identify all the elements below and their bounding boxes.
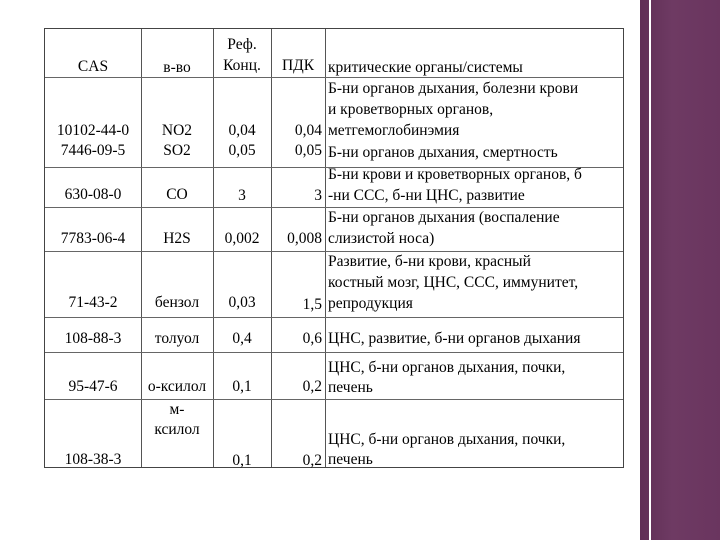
pdk-cell: 0,04 bbox=[294, 122, 322, 139]
substance-cell: NO2 bbox=[161, 122, 193, 139]
pdk-cell: 3 bbox=[314, 187, 322, 204]
cas-cell: 71-43-2 bbox=[68, 294, 118, 311]
substance-cell: ксилол bbox=[154, 421, 200, 438]
ref-conc-cell: 0,03 bbox=[228, 294, 256, 311]
organs-cell: костный мозг, ЦНС, ССС, иммунитет, bbox=[328, 274, 579, 291]
ref-conc-cell: 0,4 bbox=[232, 330, 252, 347]
pdk-cell: 0,008 bbox=[287, 230, 322, 247]
cas-cell: 10102-44-0 bbox=[56, 122, 130, 139]
substance-cell: бензол bbox=[154, 294, 200, 311]
organs-cell: Б-ни органов дыхания, болезни крови bbox=[328, 80, 579, 97]
ref-conc-cell: 0,05 bbox=[228, 142, 256, 159]
substance-cell: H2S bbox=[163, 230, 191, 247]
organs-cell: печень bbox=[328, 451, 373, 468]
organs-cell: слизистой носа) bbox=[328, 230, 435, 247]
ref-conc-cell: 0,04 bbox=[228, 122, 256, 139]
ref-conc-cell: 0,1 bbox=[232, 452, 252, 469]
pdk-cell: 1,5 bbox=[302, 296, 322, 313]
cas-cell: 108-88-3 bbox=[64, 330, 122, 347]
header-ref-conc-line1: Реф. bbox=[227, 36, 257, 53]
ref-conc-cell: 0,002 bbox=[224, 230, 260, 247]
organs-cell: -ни ССС, б-ни ЦНС, развитие bbox=[328, 187, 525, 204]
ref-conc-cell: 3 bbox=[238, 187, 246, 204]
decorative-side-band bbox=[640, 0, 720, 540]
row-divider bbox=[45, 399, 623, 400]
cas-cell: 630-08-0 bbox=[64, 186, 122, 203]
organs-cell: репродукция bbox=[328, 295, 413, 312]
header-organs: критические органы/системы bbox=[328, 59, 523, 76]
substance-cell: SO2 bbox=[163, 142, 191, 159]
organs-cell: ЦНС, развитие, б-ни органов дыхания bbox=[328, 330, 581, 347]
organs-cell: Б-ни крови и кроветворных органов, б bbox=[328, 166, 582, 183]
header-pdk: ПДК bbox=[281, 57, 315, 74]
organs-cell: ЦНС, б-ни органов дыхания, почки, bbox=[328, 431, 566, 448]
pdk-cell: 0,2 bbox=[302, 378, 322, 395]
header-cas: CAS bbox=[77, 58, 109, 75]
substance-cell: о-ксилол bbox=[147, 378, 207, 395]
row-divider bbox=[45, 317, 623, 318]
row-divider bbox=[45, 352, 623, 353]
header-ref-conc-line2: Конц. bbox=[223, 57, 261, 74]
organs-cell: Б-ни органов дыхания (воспаление bbox=[328, 209, 560, 226]
header-substance: в-во bbox=[163, 59, 191, 76]
organs-cell: и кроветворных органов, bbox=[328, 101, 494, 118]
data-table bbox=[44, 28, 624, 468]
pdk-cell: 0,6 bbox=[302, 330, 322, 347]
decorative-side-line bbox=[649, 0, 651, 540]
ref-conc-cell: 0,1 bbox=[232, 378, 252, 395]
substance-cell: CO bbox=[166, 186, 188, 203]
cas-cell: 7446-09-5 bbox=[60, 142, 126, 159]
substance-cell: толуол bbox=[154, 330, 200, 347]
pdk-cell: 0,05 bbox=[294, 142, 322, 159]
cas-cell: 95-47-6 bbox=[68, 378, 118, 395]
cas-cell: 7783-06-4 bbox=[60, 230, 126, 247]
pdk-cell: 0,2 bbox=[302, 452, 322, 469]
organs-cell: печень bbox=[328, 379, 373, 396]
organs-cell: метгемоглобинэмия bbox=[328, 122, 460, 139]
organs-cell: Б-ни органов дыхания, смертность bbox=[328, 144, 558, 161]
organs-cell: Развитие, б-ни крови, красный bbox=[328, 253, 531, 270]
substance-cell: м- bbox=[169, 401, 185, 418]
cas-cell: 108-38-3 bbox=[64, 451, 122, 468]
column-divider bbox=[325, 29, 326, 467]
organs-cell: ЦНС, б-ни органов дыхания, почки, bbox=[328, 359, 566, 376]
